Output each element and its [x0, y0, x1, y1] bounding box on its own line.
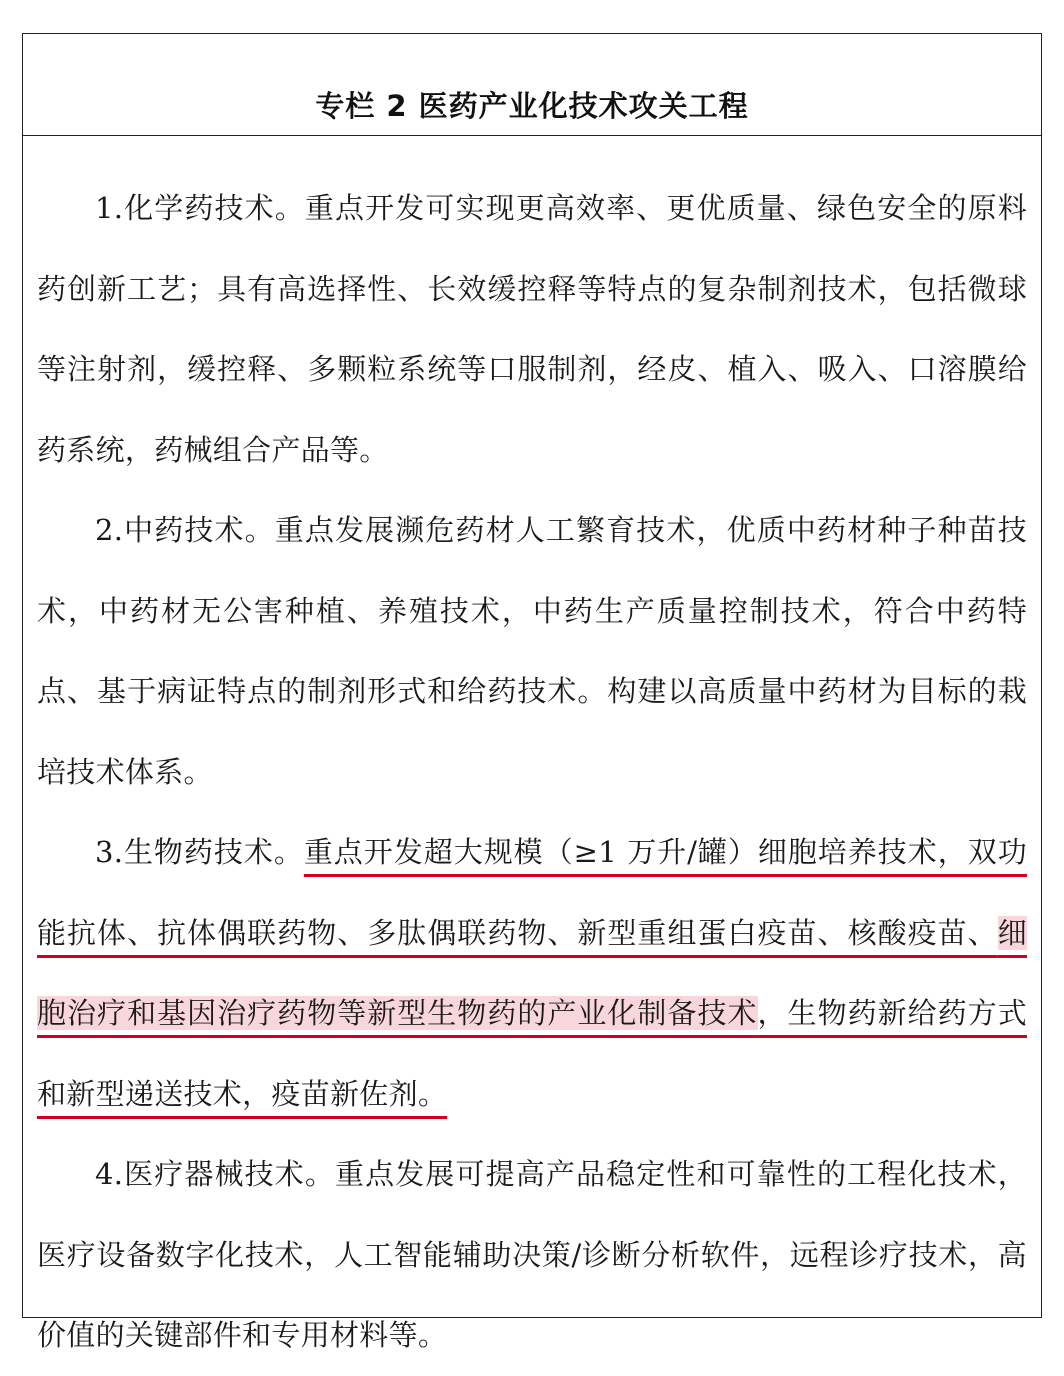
- content-area: [37, 168, 1027, 1376]
- item-tcm: 2.中药技术。重点发展濒危药材人工繁育技术，优质中药材种子种苗技术，中药材无公害种植、养殖技术，中药生产质量控制技术，符合中药特点、基于病证特点的制剂形式和给药技术。构建以高质量中药材为目标的栽培技术体系。: [37, 513, 1027, 789]
- title-row: [23, 34, 1041, 136]
- underlined-text-b: ，生物药新给药方式和新型递送技术，疫苗新佐剂。: [37, 996, 1028, 1111]
- biologics-lead: 3.生物药技术。: [95, 835, 304, 869]
- item-chemical-drugs: 1.化学药技术。重点开发可实现更高效率、更优质量、绿色安全的原料药创新工艺；具有高选择性、长效缓控释等特点的复杂制剂技术，包括微球等注射剂，缓控释、多颗粒系统等口服制剂，经皮、植入、吸入、口溶膜给药系统，药械组合产品等。: [37, 191, 1027, 467]
- item-medical-devices: 4.医疗器械技术。重点发展可提高产品稳定性和可靠性的工程化技术，医疗设备数字化技术，人工智能辅助决策/诊断分析软件，远程诊疗技术，高价值的关键部件和专用材料等。: [37, 1157, 1027, 1352]
- item-biologics: [37, 812, 1027, 1134]
- column-title: 专栏 2 医药产业化技术攻关工程: [315, 89, 749, 123]
- highlighted-text: 细胞治疗和基因治疗药物等新型生物药的产业化制备技术: [37, 915, 1027, 1030]
- column-box: [22, 33, 1042, 1352]
- underlined-text-a: 重点开发超大规模（≥1 万升/罐）细胞培养技术，双功能抗体、抗体偶联药物、多肽偶联药物、新型重组蛋白疫苗、核酸疫苗、: [37, 835, 1027, 950]
